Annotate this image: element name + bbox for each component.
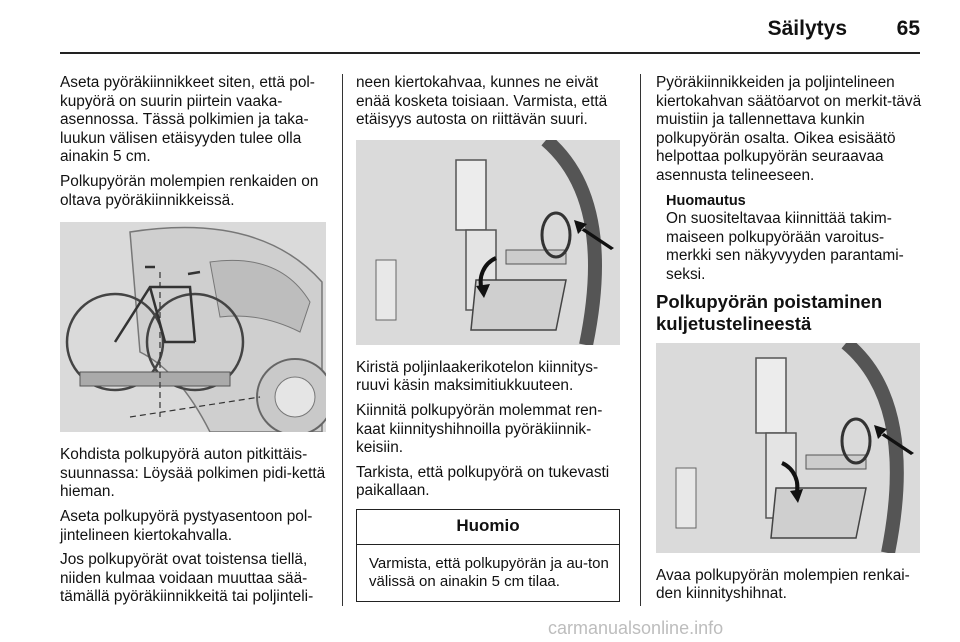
pedal-release-illustration [656, 343, 920, 553]
paragraph: Kiinnitä polkupyörän molemmat ren-kaat kiinnityshihnoilla pyöräkiinnik-keisiin. [356, 401, 603, 457]
paragraph: Jos polkupyörät ovat toistensa tiellä, niiden kulmaa voidaan muuttaa sää-tämällä pyöräkiinnikkeitä tai poljinteli- [60, 551, 314, 606]
paragraph: Pyöräkiinnikkeiden ja poljintelineen kiertokahvan säätöarvot on merkit-tävä muistiin ja tallennettava kunkin polkupyörän osalta. Oikea esisäätö helpottaa polkupyörän seuraavaa asennusta telineeseen. [656, 74, 922, 184]
column-divider [342, 74, 343, 606]
pedal-holder-illustration [356, 140, 620, 345]
bike-on-carrier-illustration [60, 222, 326, 432]
header-rule [60, 52, 920, 54]
column-1 [60, 74, 328, 613]
paragraph: Aseta polkupyörä pystyasentoon pol-jintelineen kiertokahvalla. [60, 507, 313, 544]
caution-body: Varmista, että polkupyörän ja au-ton välissä on ainakin 5 cm tilaa. [369, 554, 609, 590]
page-header [0, 0, 960, 56]
paragraph: Polkupyörän molempien renkaiden on oltava pyöräkiinnikkeissä. [60, 172, 319, 209]
note-body: On suositeltavaa kiinnittää takim-maiseen polkupyörään varoitus-merkki sen näkyvyyden parantami-seksi. [666, 210, 904, 283]
paragraph: Kiristä poljinlaakerikotelon kiinnitys-ruuvi käsin maksimitiukkuuteen. [356, 358, 599, 395]
column-2 [356, 74, 624, 602]
note-title: Huomautus [666, 192, 746, 209]
caution-title: Huomio [357, 510, 619, 545]
section-heading: Polkupyörän poistaminen kuljetustelineestä [656, 290, 883, 334]
paragraph: Avaa polkupyörän molempien renkai-den kiinnityshihnat. [656, 566, 910, 603]
watermark: carmanualsonline.info [548, 618, 724, 638]
section-title: Säilytys [767, 17, 847, 40]
paragraph: Tarkista, että polkupyörä on tukevasti paikallaan. [356, 463, 610, 500]
paragraph: Aseta pyöräkiinnikkeet siten, että pol-kupyörä on suurin piirtein vaaka-asennossa. Tässä polkimien ja taka-luukun välisen etäisyyden tulee olla ainakin 5 cm. [60, 74, 315, 166]
paragraph: Kohdista polkupyörä auton pitkittäis-suunnassa: Löysää polkimen pidi-kettä hieman. [60, 446, 326, 501]
column-3 [656, 74, 924, 610]
page-number: 65 [896, 17, 920, 40]
column-divider [640, 74, 641, 606]
caution-box [356, 509, 620, 602]
paragraph: neen kiertokahvaa, kunnes ne eivät enää kosketa toisiaan. Varmista, että etäisyys autosta on riittävän suuri. [356, 74, 608, 129]
